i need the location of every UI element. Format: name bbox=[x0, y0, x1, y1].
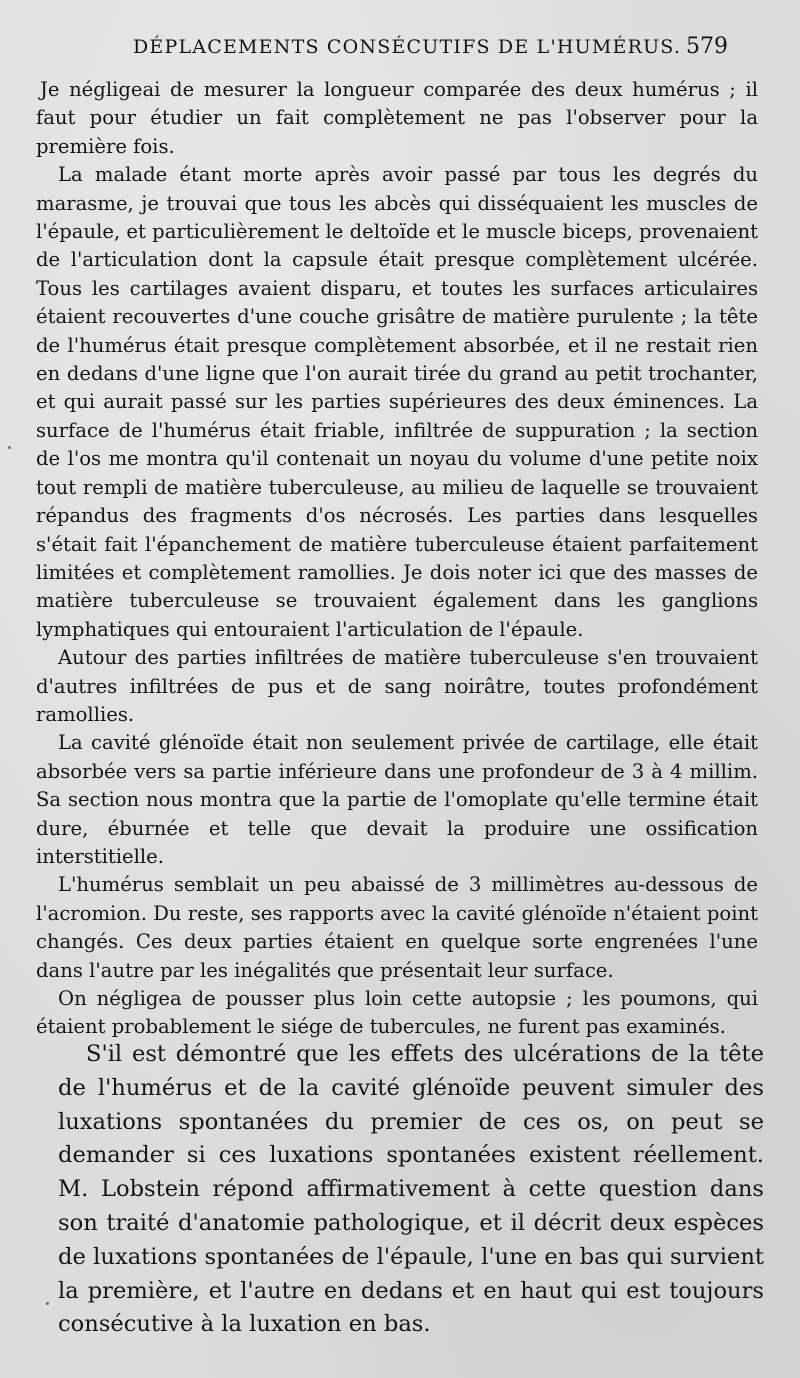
paragraph: S'il est démontré que les effets des ulcérations de la tête de l'humérus et de la cavité glénoïde peuvent simuler des luxations spontanées du premier de ces os, on peut se demander si ces luxations spontanées existent réellement. M. Lobstein répond affirmativement à cette question dans son traité d'anatomie pathologique, et il décrit deux espèces de luxations spontanées de l'épaule, l'une en bas qui survient la première, et l'autre en dedans et en haut qui est toujours consécutive à la luxation en bas. bbox=[58, 1041, 764, 1338]
paragraph: On négligea de pousser plus loin cette autopsie ; les poumons, qui étaient probablement le siége de tubercules, ne furent pas examinés. bbox=[36, 987, 758, 1039]
page-number: 579 bbox=[686, 34, 728, 59]
paragraph: Je négligeai de mesurer la longueur comparée des deux humérus ; il faut pour étudier un fait complètement ne pas l'observer pour la première fois. bbox=[36, 78, 758, 158]
paragraph: L'humérus semblait un peu abaissé de 3 millimètres au-dessous de l'acromion. Du reste, ses rapports avec la cavité glénoïde n'étaient point changés. Ces deux parties étaient en quelque sorte engrenées l'une dans l'autre par les inégalités que présentait leur surface. bbox=[36, 873, 758, 982]
main-text bbox=[58, 1038, 764, 1342]
paper-speck bbox=[8, 446, 11, 449]
running-head bbox=[0, 36, 800, 66]
paragraph: La malade étant morte après avoir passé par tous les degrés du marasme, je trouvai que tous les abcès qui disséquaient les muscles de l'épaule, et particulièrement le deltoïde et le muscle biceps, provenaient de l'articulation dont la capsule était presque complètement ulcérée. Tous les cartilages avaient disparu, et toutes les surfaces articulaires étaient recouvertes d'une couche grisâtre de matière purulente ; la tête de l'humérus était presque complètement absorbée, et il ne restait rien en dedans d'une ligne que l'on aurait tirée du grand au petit trochanter, et qui aurait passé sur les parties supérieures des deux éminences. La surface de l'humérus était friable, infiltrée de suppuration ; la section de l'os me montra qu'il contenait un noyau du volume d'une petite noix tout rempli de matière tuberculeuse, au milieu de laquelle se trouvaient répandus des fragments d'os nécrosés. Les parties dans lesquelles s'était fait l'épanchement de matière tuberculeuse étaient parfaitement limitées et complètement ramollies. Je dois noter ici que des masses de matière tuberculeuse se trouvaient également dans les ganglions lymphatiques qui entouraient l'articulation de l'épaule. bbox=[36, 163, 758, 641]
paragraph: Autour des parties infiltrées de matière tuberculeuse s'en trouvaient d'autres infiltrées de pus et de sang noirâtre, toutes profondément ramollies. bbox=[36, 646, 758, 726]
paragraph: La cavité glénoïde était non seulement privée de cartilage, elle était absorbée vers sa partie inférieure dans une profondeur de 3 à 4 millim. Sa section nous montra que la partie de l'omoplate qu'elle termine était dure, éburnée et telle que devait la produire une ossification interstitielle. bbox=[36, 731, 758, 868]
case-report-text bbox=[36, 76, 758, 1042]
running-title: DÉPLACEMENTS CONSÉCUTIFS DE L'HUMÉRUS. bbox=[133, 36, 682, 58]
paper-speck bbox=[46, 1302, 49, 1305]
